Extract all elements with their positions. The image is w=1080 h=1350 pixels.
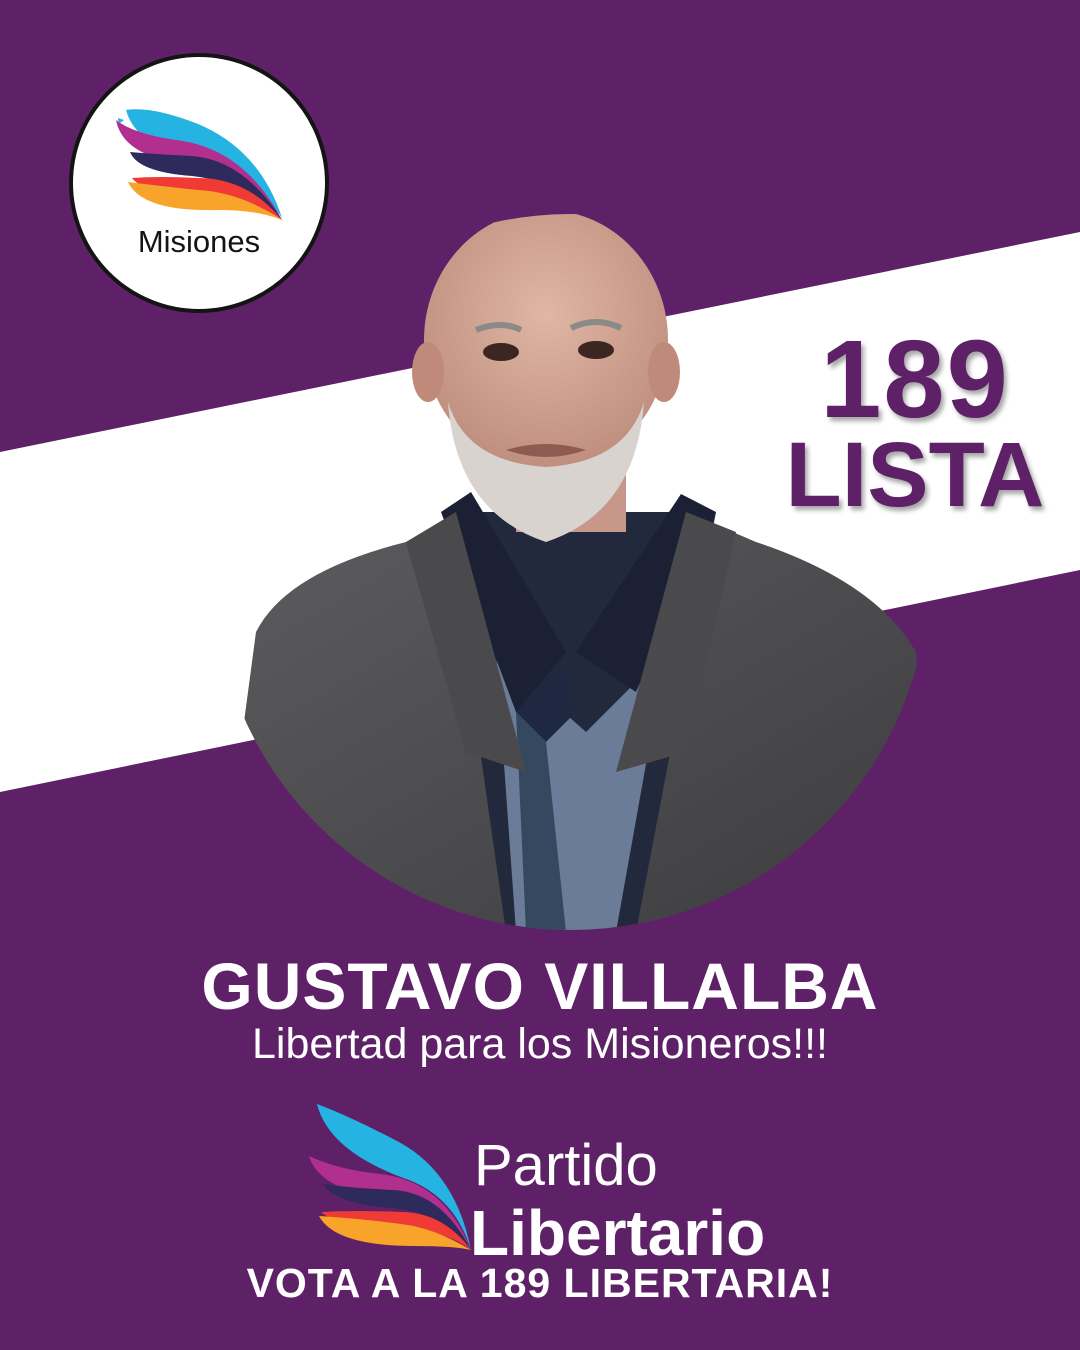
badge-label: Misiones (137, 224, 261, 259)
list-number: 189 (820, 318, 1010, 441)
list-number-block (770, 318, 1060, 526)
call-to-action: VOTA A LA 189 LIBERTARIA! (246, 1260, 834, 1306)
candidate-name: GUSTAVO VILLALBA (201, 949, 879, 1023)
party-name-line2: Libertario (470, 1197, 766, 1269)
list-label: LISTA (785, 424, 1045, 526)
wing-logo-icon (305, 1100, 475, 1260)
party-name-line1: Partido (474, 1133, 658, 1198)
candidate-slogan: Libertad para los Misioneros!!! (251, 1020, 828, 1068)
